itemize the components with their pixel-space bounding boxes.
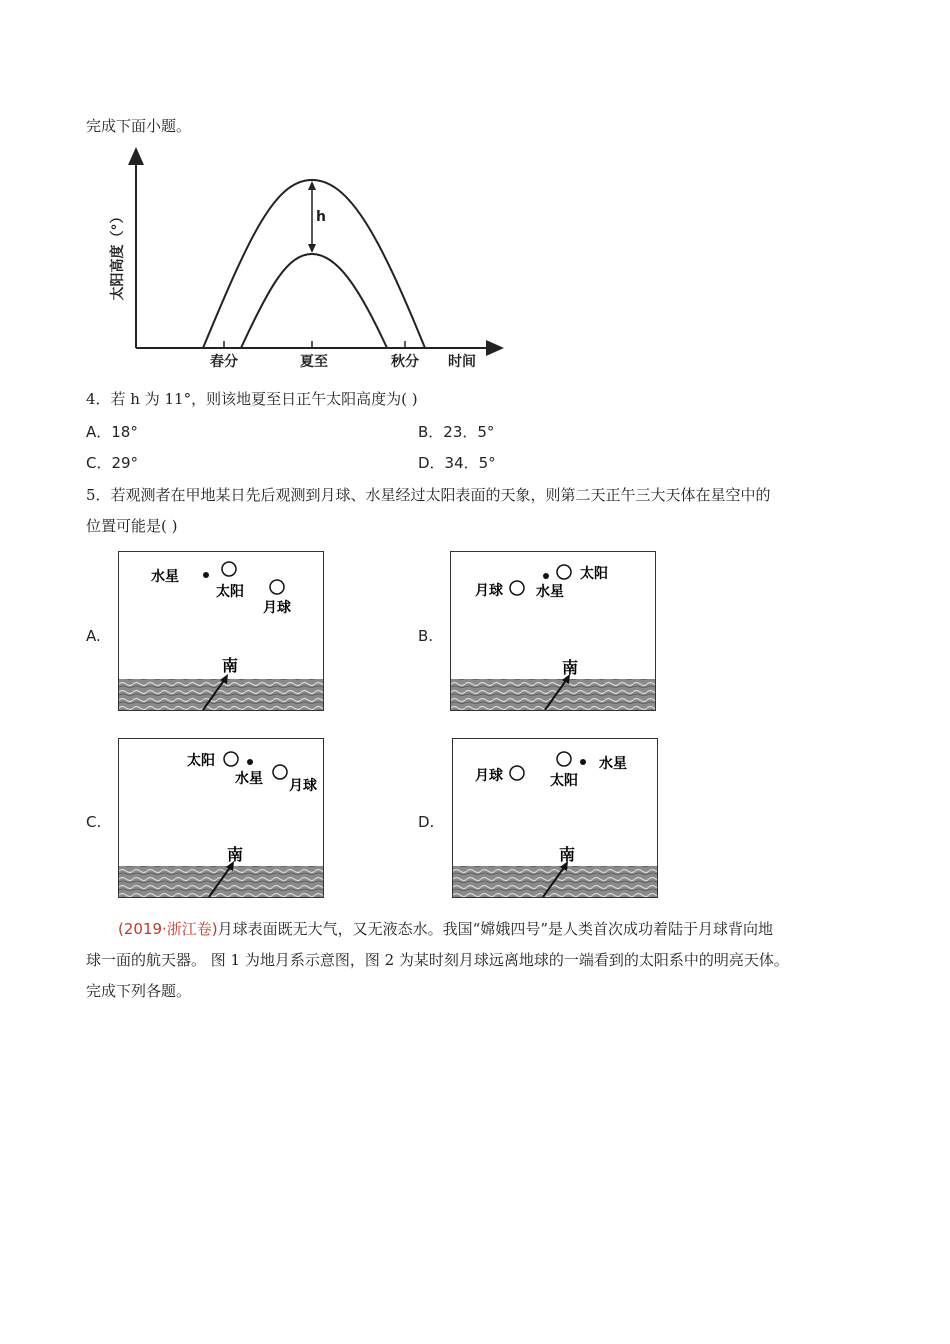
q4-option-d[interactable]: D．34．5° (418, 454, 496, 472)
passage-line2: 球一面的航天器。 图 1 为地月系示意图，图 2 为某时刻月球远离地球的一端看到的太阳系中的明亮天体。 (86, 951, 789, 969)
ground (119, 866, 324, 898)
mercury-dot (580, 759, 586, 765)
x-tick-spring: 春分 (210, 354, 238, 370)
south-label: 南 (558, 845, 576, 864)
x-axis-label: 时间 (448, 354, 476, 370)
moon-circle (510, 766, 524, 780)
ground (451, 679, 656, 711)
x-tick-autumn: 秋分 (391, 354, 419, 370)
q4-stem: 4．若 h 为 11°，则该地夏至日正午太阳高度为( ) (86, 390, 418, 408)
mercury-label: 水星 (599, 756, 627, 772)
sun-label: 太阳 (580, 566, 608, 582)
lower-curve (241, 254, 387, 348)
q5-stem-line1: 5．若观测者在甲地某日先后观测到月球、水星经过太阳表面的天象，则第二天正午三大天体在星空中的 (86, 486, 771, 504)
q5-panel-a[interactable] (118, 551, 324, 711)
moon-label: 月球 (289, 778, 317, 794)
ground (453, 866, 658, 898)
mercury-dot (203, 572, 209, 578)
q5-option-d-letter[interactable]: D. (418, 813, 435, 831)
mercury-label: 水星 (151, 569, 179, 585)
q5-panel-b[interactable] (450, 551, 656, 711)
x-tick-summer: 夏至 (300, 354, 328, 370)
moon-circle (510, 581, 524, 595)
sun-label: 太阳 (216, 584, 244, 600)
moon-label: 月球 (263, 600, 291, 616)
sun-circle (224, 752, 238, 766)
q4-option-a[interactable]: A．18° (86, 423, 138, 441)
q5-option-a-letter[interactable]: A. (86, 627, 101, 645)
moon-label: 月球 (475, 768, 503, 784)
sun-label: 太阳 (550, 773, 578, 789)
sun-circle (557, 565, 571, 579)
sun-label: 太阳 (187, 753, 215, 769)
q5-panel-c[interactable] (118, 738, 324, 898)
q4-option-b[interactable]: B．23．5° (418, 423, 495, 441)
intro-text: 完成下面小题。 (86, 117, 192, 135)
mercury-label: 水星 (235, 771, 263, 787)
solar-altitude-chart (100, 145, 510, 375)
h-label: h (316, 209, 326, 225)
mercury-dot (543, 573, 549, 579)
moon-circle (273, 765, 287, 779)
y-axis-label: 太阳高度（°） (110, 209, 126, 301)
passage-line3: 完成下列各题。 (86, 982, 192, 1000)
south-label: 南 (221, 656, 239, 675)
mercury-dot (247, 759, 253, 765)
mercury-label: 水星 (536, 584, 564, 600)
q5-option-c-letter[interactable]: C. (86, 813, 102, 831)
q5-panel-d[interactable] (452, 738, 658, 898)
sun-circle (222, 562, 236, 576)
sun-circle (557, 752, 571, 766)
passage-line1-text: 月球表面既无大气，又无液态水。我国“嫦娥四号”是人类首次成功着陆于月球背向地 (217, 920, 773, 938)
upper-curve (203, 180, 425, 348)
passage-line1 (118, 919, 773, 939)
q5-stem-line2: 位置可能是( ) (86, 517, 178, 535)
q5-option-b-letter[interactable]: B. (418, 627, 434, 645)
q4-option-c[interactable]: C．29° (86, 454, 139, 472)
south-label: 南 (561, 658, 579, 677)
moon-circle (270, 580, 284, 594)
passage-source: (2019·浙江卷) (118, 920, 218, 938)
moon-label: 月球 (475, 583, 503, 599)
south-label: 南 (226, 845, 244, 864)
